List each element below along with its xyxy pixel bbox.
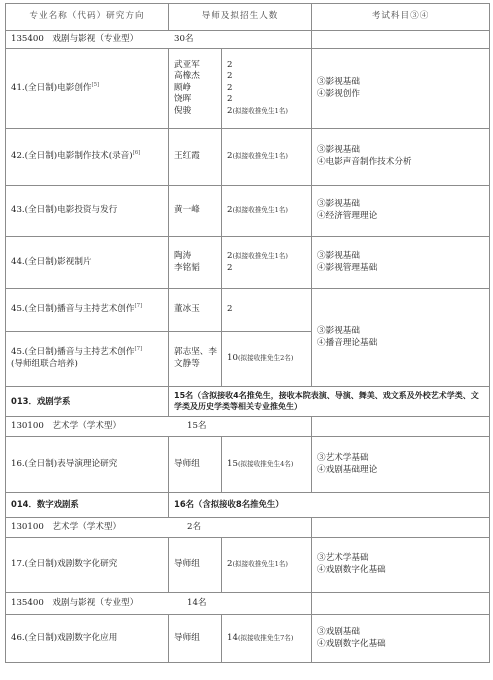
major-label: 135400 戏剧与影视（专业型） — [6, 593, 169, 615]
major-count: 30名 — [169, 31, 312, 49]
exam-subjects: ③影视基础 ④影视创作 — [312, 49, 490, 129]
advisor-name: 导师组 — [169, 615, 222, 663]
exam-subjects: ③戏剧基础 ④戏剧数字化基础 — [312, 615, 490, 663]
advisor-name: 导师组 — [169, 538, 222, 593]
department-row — [6, 387, 490, 417]
direction-name: 41.(全日制)电影创作[5] — [6, 49, 169, 129]
exemption-note: (拟接收推免生7名) — [237, 633, 294, 642]
quota-list: 2(拟接收推免生1名) 2 — [222, 237, 312, 289]
exam-subjects: ③艺术学基础 ④戏剧基础理论 — [312, 437, 490, 493]
department-label: 014．数字戏剧系 — [6, 493, 169, 518]
exemption-note: (拟接收推免生2名) — [237, 354, 294, 363]
advisor-name: 顾峥 — [174, 82, 192, 93]
direction-row — [6, 49, 490, 129]
admissions-table — [5, 3, 490, 663]
direction-row — [6, 129, 490, 186]
advisor-name: 文静等 — [174, 359, 200, 369]
advisor-name: 王红霞 — [169, 129, 222, 186]
direction-row — [6, 615, 490, 663]
advisor-name: 董冰玉 — [169, 289, 222, 332]
advisor-name: 郭志坚、李 — [174, 347, 217, 358]
quota-list: 2 — [222, 289, 312, 332]
exemption-note: (拟接收推免生1名) — [232, 106, 288, 115]
exam-subjects: ③影视基础 ④电影声音制作技术分析 — [312, 129, 490, 186]
exam-subjects: ③影视基础 ④经济管理理论 — [312, 186, 490, 237]
major-row — [6, 593, 490, 615]
department-label: 013．戏剧学系 — [6, 387, 169, 417]
major-count: 14名 — [169, 593, 312, 615]
department-quota: 15名（含拟接收4名推免生，接收本院表演、导演、舞美、戏文系及外校艺术学类、文学类及历史学类等相关专业推免生） — [169, 387, 490, 417]
direction-name: 17.(全日制)戏剧数字化研究 — [6, 538, 169, 593]
exemption-note: (拟接收推免生4名) — [237, 459, 294, 468]
header-major-direction: 专业名称（代码）研究方向 — [6, 4, 169, 31]
direction-name: 16.(全日制)表导演理论研究 — [6, 437, 169, 493]
advisor-name: 高橡杰 — [174, 71, 200, 82]
major-label: 130100 艺术学（学术型） — [6, 518, 169, 538]
exam-subjects: ③影视基础 ④影视管理基础 — [312, 237, 490, 289]
direction-row — [6, 237, 490, 289]
quota-list: 15(拟接收推免生4名) — [222, 437, 312, 493]
quota-list: 10(拟接收推免生2名) — [222, 332, 312, 387]
major-row — [6, 31, 490, 49]
direction-row — [6, 186, 490, 237]
exemption-note: (拟接收推免生1名) — [232, 251, 288, 260]
direction-row — [6, 289, 490, 332]
advisor-name: 倪骏 — [174, 105, 192, 116]
exemption-note: (拟接收推免生1名) — [232, 206, 288, 215]
advisor-name: 黄一峰 — [169, 186, 222, 237]
direction-name: 45.(全日制)播音与主持艺术创作[7] — [6, 289, 169, 332]
header-advisors-quota: 导师及拟招生人数 — [169, 4, 312, 31]
direction-name: 43.(全日制)电影投资与发行 — [6, 186, 169, 237]
direction-name: 44.(全日制)影视制片 — [6, 237, 169, 289]
advisor-name: 李铭韬 — [174, 262, 200, 273]
advisor-list — [169, 332, 222, 387]
quota-list: 2(拟接收推免生1名) — [222, 538, 312, 593]
exam-subjects: ③影视基础 ④播音理论基础 — [312, 289, 490, 387]
advisor-name: 陶涛 — [174, 250, 192, 261]
quota-list: 14(拟接收推免生7名) — [222, 615, 312, 663]
department-quota: 16名（含拟接收8名推免生） — [169, 493, 490, 518]
header-exam-subjects: 考试科目③④ — [312, 4, 490, 31]
major-count: 15名 — [169, 417, 312, 437]
advisor-name: 导师组 — [169, 437, 222, 493]
direction-row — [6, 437, 490, 493]
advisor-list — [169, 237, 222, 289]
exam-subjects: ③艺术学基础 ④戏剧数字化基础 — [312, 538, 490, 593]
major-row — [6, 417, 490, 437]
exemption-note: (拟接收推免生1名) — [232, 560, 288, 569]
exemption-note: (拟接收推免生1名) — [232, 152, 288, 161]
direction-name: 42.(全日制)电影制作技术(录音)[6] — [6, 129, 169, 186]
direction-name: 45.(全日制)播音与主持艺术创作[7] (导师组联合培养) — [6, 332, 169, 387]
direction-name: 46.(全日制)戏剧数字化应用 — [6, 615, 169, 663]
table-header-row — [6, 4, 490, 31]
major-count: 2名 — [169, 518, 312, 538]
major-row — [6, 518, 490, 538]
major-label: 130100 艺术学（学术型） — [6, 417, 169, 437]
advisor-list — [169, 49, 222, 129]
quota-list: 2(拟接收推免生1名) — [222, 129, 312, 186]
advisor-name: 饶晖 — [174, 94, 192, 105]
major-label: 135400 戏剧与影视（专业型） — [6, 31, 169, 49]
department-row — [6, 493, 490, 518]
quota-list: 2 2 2 2 2(拟接收推免生1名) — [222, 49, 312, 129]
advisor-name: 武亚军 — [174, 59, 200, 70]
quota-list: 2(拟接收推免生1名) — [222, 186, 312, 237]
direction-row — [6, 538, 490, 593]
